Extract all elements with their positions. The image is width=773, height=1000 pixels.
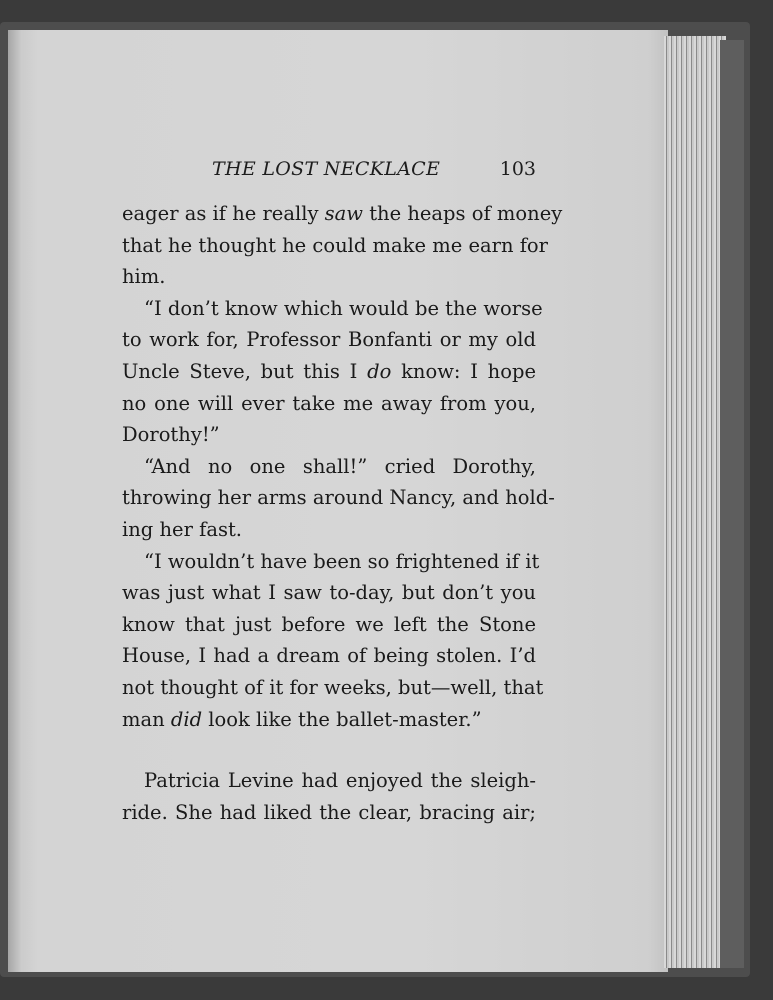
text-line: no one will ever take me away from you, bbox=[122, 391, 536, 415]
text-line: throwing her arms around Nancy, and hold- bbox=[122, 486, 555, 510]
text-line: ing her fast. bbox=[122, 517, 242, 541]
text-line: him. bbox=[122, 265, 166, 289]
text-line: eager as if he really saw the heaps of money bbox=[122, 202, 563, 225]
text-line: Patricia Levine had enjoyed the sleigh- bbox=[144, 769, 536, 793]
text-line: not thought of it for weeks, but—well, that bbox=[122, 675, 544, 699]
running-title: THE LOST NECKLACE bbox=[212, 158, 441, 180]
text-line: Dorothy!” bbox=[122, 423, 220, 447]
text-line: ride. She had liked the clear, bracing air; bbox=[122, 800, 536, 824]
section-break bbox=[122, 735, 536, 765]
cover-edge bbox=[720, 40, 744, 968]
text-line: to work for, Professor Bonfanti or my old bbox=[122, 328, 536, 352]
page-edges bbox=[664, 36, 726, 968]
body-text bbox=[122, 198, 563, 828]
text-line: Uncle Steve, but this I do know: I hope bbox=[122, 359, 536, 383]
text-line: “I don’t know which would be the worse bbox=[144, 296, 543, 320]
text-line: “I wouldn’t have been so frightened if it bbox=[144, 549, 540, 573]
text-line: man did look like the ballet-master.” bbox=[122, 707, 482, 731]
page-header bbox=[212, 158, 536, 186]
text-line: “And no one shall!” cried Dorothy, bbox=[144, 454, 536, 478]
page-gutter bbox=[8, 30, 22, 972]
text-line: was just what I saw to-day, but don’t you bbox=[122, 581, 536, 605]
page-number: 103 bbox=[499, 158, 536, 180]
text-line: House, I had a dream of being stolen. I’d bbox=[122, 644, 536, 668]
text-line: know that just before we left the Stone bbox=[122, 612, 536, 636]
text-line: that he thought he could make me earn for bbox=[122, 233, 548, 257]
